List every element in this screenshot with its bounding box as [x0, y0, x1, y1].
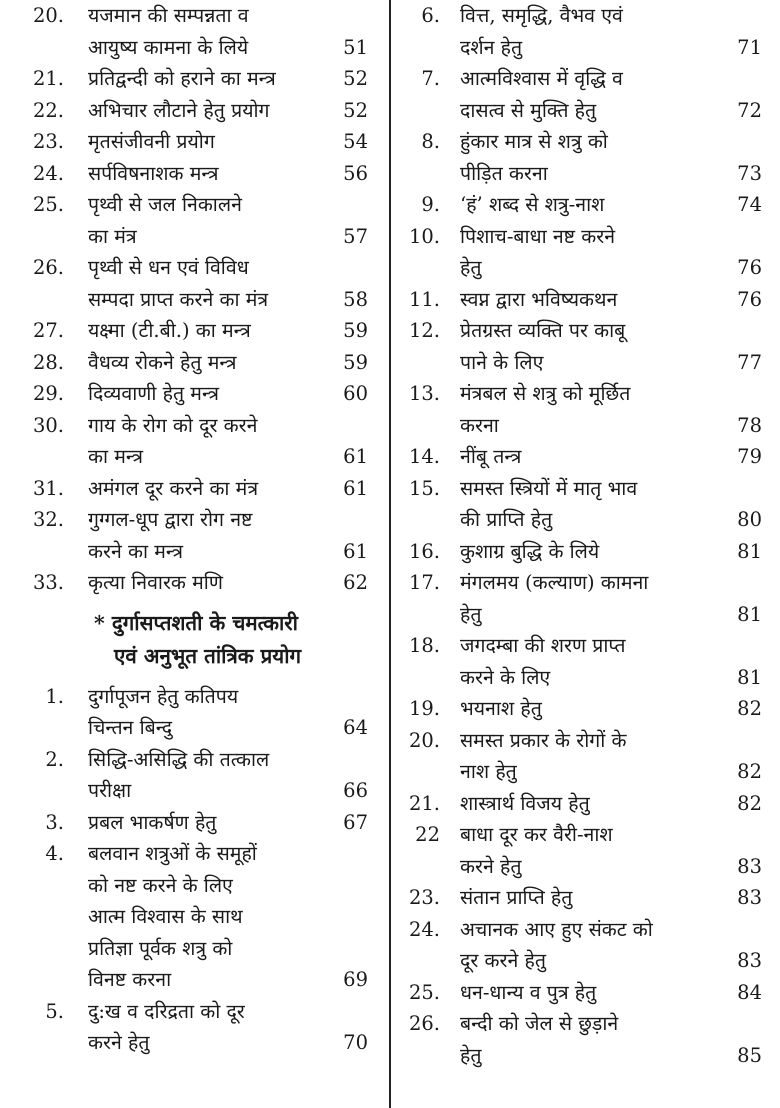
entry-text [460, 315, 774, 378]
page-number: 58 [343, 287, 368, 311]
entry-number: 5. [45, 999, 64, 1023]
entry-text [460, 126, 774, 189]
page-number: 82 [737, 760, 762, 783]
entry-line [88, 158, 376, 190]
page-number: 54 [343, 130, 368, 153]
entry-number: 19. [408, 697, 440, 720]
entry-line [88, 964, 376, 996]
entry-text [460, 693, 774, 725]
page-number: 61 [343, 476, 368, 500]
entry-text [88, 252, 376, 315]
entry-text [460, 630, 774, 693]
entry-line-text: प्रतिज्ञा पूर्वक शत्रु को [88, 936, 233, 960]
entry-line-text: स्वप्न द्वारा भविष्यकथन [460, 287, 618, 311]
toc-entry [0, 996, 384, 1059]
entry-text [460, 1008, 774, 1071]
toc-entry [0, 838, 384, 996]
entry-number: 3. [45, 810, 64, 834]
entry-line-text: आयुष्य कामना के लिये [88, 35, 249, 59]
toc-entry [398, 693, 780, 725]
page-number: 59 [343, 319, 368, 342]
entry-text [88, 158, 376, 190]
entry-line [460, 882, 774, 914]
toc-entry [0, 0, 384, 63]
entry-line-text: वैधव्य रोकने हेतु मन्त्र [88, 350, 237, 374]
entry-line [88, 347, 376, 379]
entry-line [460, 315, 774, 347]
page-number: 71 [737, 35, 762, 59]
entry-line [88, 63, 376, 95]
entry-text [88, 315, 376, 347]
entry-number: 32. [32, 508, 64, 531]
entry-line-text: हुंकार मात्र से शत्रु को [460, 130, 608, 153]
entry-text [460, 914, 774, 977]
entry-line-text: नींबू तन्त्र [460, 445, 522, 468]
entry-line-text: बलवान शत्रुओं के समूहों [88, 842, 257, 865]
section-heading-line1: * दुर्गासप्तशती के चमत्कारी [94, 610, 298, 635]
entry-line [88, 189, 376, 221]
entry-number: 24. [32, 161, 64, 185]
entry-line [460, 158, 774, 190]
entry-line [88, 284, 376, 316]
entry-number: 23. [408, 886, 440, 909]
toc-entry [0, 315, 384, 347]
entry-line [460, 284, 774, 316]
page-number: 62 [343, 571, 368, 594]
entry-line-text: वित्त, समृद्धि, वैभव एवं [460, 4, 623, 27]
entry-number: 9. [421, 193, 440, 216]
page-number: 82 [737, 791, 762, 815]
entry-line-text: यजमान की सम्पन्नता व [88, 4, 249, 27]
entry-line-text: करने हेतु [460, 854, 522, 878]
entry-number: 21. [408, 791, 440, 815]
entry-line-text: मंगलमय (कल्याण) कामना [460, 571, 649, 594]
entry-line-text: यक्ष्मा (टी.बी.) का मन्त्र [88, 319, 251, 342]
entry-line-text: मृतसंजीवनी प्रयोग [88, 130, 215, 153]
entry-line [88, 870, 376, 902]
entry-line-text: हेतु [460, 256, 482, 279]
toc-entry [398, 378, 780, 441]
toc-entry [0, 504, 384, 567]
entry-line-text: जगदम्बा की शरण प्राप्त [460, 634, 626, 657]
page-number: 76 [737, 256, 762, 279]
entry-line [460, 126, 774, 158]
entry-line-text: नाश हेतु [460, 760, 517, 783]
entry-number: 1. [45, 684, 64, 708]
entry-number: 26. [32, 256, 64, 279]
toc-entry [398, 473, 780, 536]
entry-line [460, 599, 774, 631]
entry-line [460, 977, 774, 1009]
toc-entry [0, 63, 384, 95]
toc-entry [398, 977, 780, 1009]
page-number: 61 [343, 539, 368, 563]
entry-line [88, 473, 376, 505]
toc-entry [0, 807, 384, 839]
entry-line [88, 744, 376, 776]
toc-entry [0, 158, 384, 190]
entry-line [88, 901, 376, 933]
page-number: 73 [737, 161, 762, 185]
entry-line [88, 126, 376, 158]
entry-text [460, 284, 774, 316]
toc-entry [0, 473, 384, 505]
page-number: 67 [343, 810, 368, 834]
page-number: 56 [343, 161, 368, 185]
entry-line [460, 693, 774, 725]
entry-line-text: आत्मविश्वास में वृद्धि व [460, 67, 623, 90]
entry-line [88, 378, 376, 410]
toc-entry [0, 347, 384, 379]
entry-number: 14. [408, 445, 440, 468]
entry-line [460, 756, 774, 788]
entry-line [460, 221, 774, 253]
page-number: 52 [343, 67, 368, 90]
entry-number: 8. [421, 130, 440, 153]
entry-text [460, 788, 774, 820]
entry-number: 15. [408, 476, 440, 500]
page-number: 81 [737, 539, 762, 563]
column-divider [389, 0, 391, 1108]
entry-line-text: हेतु [460, 602, 482, 626]
entry-line-text: का मंत्र [88, 224, 137, 248]
entry-line-text: समस्त प्रकार के रोगों के [460, 728, 627, 752]
entry-number: 30. [32, 413, 64, 437]
page-number: 82 [737, 697, 762, 720]
entry-number: 6. [421, 4, 440, 27]
page-number: 80 [737, 508, 762, 531]
toc-entry [398, 788, 780, 820]
page-number: 83 [737, 854, 762, 878]
page-number: 76 [737, 287, 762, 311]
entry-line-text: सम्पदा प्राप्त करने का मंत्र [88, 287, 269, 311]
entry-line [88, 567, 376, 599]
entry-line-text: पृथ्वी से धन एवं विविध [88, 256, 249, 279]
page-number: 69 [343, 968, 368, 991]
page-number: 77 [737, 350, 762, 374]
entry-line-text: पाने के लिए [460, 350, 544, 374]
entry-line-text: दु:ख व दरिद्रता को दूर [88, 999, 245, 1023]
entry-line [460, 441, 774, 473]
entry-line [460, 851, 774, 883]
entry-line-text: बन्दी को जेल से छुड़ाने [460, 1012, 619, 1035]
entry-text [460, 536, 774, 568]
entry-text [88, 744, 376, 807]
entry-line [460, 252, 774, 284]
entry-line [88, 681, 376, 713]
page-number: 84 [737, 980, 762, 1004]
toc-entry [398, 189, 780, 221]
toc-entry [0, 378, 384, 410]
entry-number: 18. [408, 634, 440, 657]
entry-text [460, 189, 774, 221]
entry-line [460, 189, 774, 221]
entry-number: 29. [32, 382, 64, 405]
entry-text [460, 473, 774, 536]
toc-entry [398, 630, 780, 693]
entry-line [460, 32, 774, 64]
entry-line [88, 441, 376, 473]
entry-number: 17. [408, 571, 440, 594]
entry-number: 20. [32, 4, 64, 27]
entry-line-text: दुर्गापूजन हेतु कतिपय [88, 684, 239, 708]
entry-text [88, 63, 376, 95]
entry-number: 24. [408, 917, 440, 941]
entry-line-text: की प्राप्ति हेतु [460, 508, 553, 531]
entry-number: 4. [45, 842, 64, 865]
entry-line-text: प्रेतग्रस्त व्यक्ति पर काबू [460, 319, 626, 342]
toc-entry [0, 95, 384, 127]
entry-line-text: अभिचार लौटाने हेतु प्रयोग [88, 98, 270, 122]
entry-text [88, 504, 376, 567]
entry-text [88, 567, 376, 599]
page-number: 51 [343, 35, 368, 59]
entry-text [460, 378, 774, 441]
entry-text [88, 807, 376, 839]
entry-text [460, 882, 774, 914]
entry-number: 23. [32, 130, 64, 153]
page-number: 79 [737, 445, 762, 468]
entry-line-text: अचानक आए हुए संकट को [460, 917, 653, 941]
entry-line [460, 662, 774, 694]
entry-text [88, 95, 376, 127]
entry-number: 31. [32, 476, 64, 500]
entry-line-text: कृत्या निवारक मणि [88, 571, 223, 594]
page-number: 64 [343, 716, 368, 739]
entry-line-text: हेतु [460, 1043, 482, 1067]
toc-entry [0, 410, 384, 473]
page-number: 59 [343, 350, 368, 374]
entry-number: 25. [32, 193, 64, 216]
entry-line-text: गाय के रोग को दूर करने [88, 413, 258, 437]
entry-line [88, 712, 376, 744]
section-heading-line2: एवं अनुभूत तांत्रिक प्रयोग [114, 643, 302, 668]
entry-line [460, 63, 774, 95]
entry-line-text: करने हेतु [88, 1031, 150, 1054]
entry-number: 33. [32, 571, 64, 594]
entry-line-text: परीक्षा [88, 779, 132, 802]
entry-text [88, 378, 376, 410]
entry-line [88, 221, 376, 253]
toc-right-column [398, 0, 780, 1071]
toc-entry [0, 189, 384, 252]
entry-number: 7. [421, 67, 440, 90]
entry-line [88, 807, 376, 839]
entry-line-text: बाधा दूर कर वैरी-नाश [460, 823, 613, 846]
page-number: 78 [737, 413, 762, 437]
entry-line [460, 725, 774, 757]
right-entries [398, 0, 780, 1071]
entry-number: 2. [45, 747, 64, 771]
entry-line [460, 1008, 774, 1040]
entry-line [88, 536, 376, 568]
entry-number: 22 [415, 823, 440, 846]
entry-line-text: प्रतिद्वन्दी को हराने का मन्त्र [88, 67, 276, 90]
entry-text [460, 441, 774, 473]
entry-line-text: विनष्ट करना [88, 968, 172, 991]
entry-line-text: समस्त स्त्रियों में मातृ भाव [460, 476, 638, 500]
entry-line-text: ‘हं’ शब्द से शत्रु-नाश [460, 193, 605, 216]
page-number: 66 [343, 779, 368, 802]
entry-line-text: का मन्त्र [88, 445, 143, 468]
entry-text [460, 819, 774, 882]
entry-line [460, 504, 774, 536]
page-number: 85 [737, 1043, 762, 1067]
entry-line [88, 315, 376, 347]
entry-text [460, 725, 774, 788]
entry-line [460, 914, 774, 946]
page-number: 72 [737, 98, 762, 122]
entry-line [460, 0, 774, 32]
entry-line-text: करना [460, 413, 499, 437]
page-number: 83 [737, 949, 762, 972]
entry-line-text: प्रबल भाकर्षण हेतु [88, 810, 217, 834]
entry-line [88, 996, 376, 1028]
entry-line [460, 567, 774, 599]
toc-entry [398, 882, 780, 914]
entry-number: 28. [32, 350, 64, 374]
entry-line [88, 775, 376, 807]
toc-entry [398, 441, 780, 473]
entry-text [88, 681, 376, 744]
entry-number: 16. [408, 539, 440, 563]
entry-text [460, 0, 774, 63]
entry-line-text: संतान प्राप्ति हेतु [460, 886, 573, 909]
entry-line-text: धन-धान्य व पुत्र हेतु [460, 980, 597, 1004]
toc-entry [398, 1008, 780, 1071]
entry-line [460, 378, 774, 410]
entry-line [88, 410, 376, 442]
entry-line-text: आत्म विश्वास के साथ [88, 905, 243, 928]
toc-entry [0, 567, 384, 599]
entry-line [88, 838, 376, 870]
entry-text [88, 347, 376, 379]
entry-line-text: सर्पविषनाशक मन्त्र [88, 161, 219, 185]
entry-text [88, 189, 376, 252]
page-number: 61 [343, 445, 368, 468]
entry-text [460, 567, 774, 630]
entry-line [88, 95, 376, 127]
toc-entry [0, 681, 384, 744]
entry-text [460, 221, 774, 284]
entry-line-text: पृथ्वी से जल निकालने [88, 193, 242, 216]
entry-number: 13. [408, 382, 440, 405]
entry-line-text: पीड़ित करना [460, 161, 548, 185]
toc-entry [398, 536, 780, 568]
entry-text [460, 977, 774, 1009]
entry-line-text: को नष्ट करने के लिए [88, 873, 233, 897]
entry-text [460, 63, 774, 126]
toc-entry [398, 914, 780, 977]
entry-number: 22. [32, 98, 64, 122]
left-entries-before [0, 0, 384, 599]
entry-line-text: अमंगल दूर करने का मंत्र [88, 476, 259, 500]
toc-entry [0, 744, 384, 807]
entry-line-text: करने के लिए [460, 665, 551, 689]
entry-line [460, 473, 774, 505]
entry-line [460, 347, 774, 379]
entry-line [460, 536, 774, 568]
entry-text [88, 126, 376, 158]
toc-entry [398, 0, 780, 63]
entry-line-text: भयनाश हेतु [460, 697, 542, 720]
entry-line [460, 945, 774, 977]
page-number: 60 [343, 382, 368, 405]
entry-number: 20. [408, 728, 440, 752]
entry-line-text: दर्शन हेतु [460, 35, 523, 59]
entry-line [88, 1027, 376, 1059]
entry-line [88, 504, 376, 536]
entry-line [460, 630, 774, 662]
entry-number: 10. [408, 224, 440, 248]
entry-line [460, 819, 774, 851]
page-number: 81 [737, 602, 762, 626]
entry-line [88, 252, 376, 284]
entry-line [460, 788, 774, 820]
page-number: 57 [343, 224, 368, 248]
entry-number: 26. [408, 1012, 440, 1035]
entry-line-text: मंत्रबल से शत्रु को मूर्छित [460, 382, 631, 405]
toc-entry [0, 126, 384, 158]
entry-line-text: सिद्धि-असिद्धि की तत्काल [88, 747, 270, 771]
entry-line [460, 1040, 774, 1072]
toc-entry [398, 725, 780, 788]
entry-text [88, 0, 376, 63]
toc-entry [398, 567, 780, 630]
entry-text [88, 996, 376, 1059]
entry-line-text: करने का मन्त्र [88, 539, 183, 563]
toc-entry [0, 252, 384, 315]
toc-left-column [0, 0, 384, 1059]
toc-entry [398, 126, 780, 189]
entry-number: 27. [32, 319, 64, 342]
page-number: 83 [737, 886, 762, 909]
entry-line-text: पिशाच-बाधा नष्ट करने [460, 224, 616, 248]
toc-entry [398, 63, 780, 126]
entry-text [88, 473, 376, 505]
entry-text [88, 410, 376, 473]
toc-entry [398, 284, 780, 316]
entry-line [88, 933, 376, 965]
entry-line-text: दासत्व से मुक्ति हेतु [460, 98, 597, 122]
section-heading [0, 607, 384, 673]
toc-entry [398, 221, 780, 284]
page-number: 52 [343, 98, 368, 122]
entry-number: 21. [32, 67, 64, 90]
page-number: 70 [343, 1031, 368, 1054]
toc-entry [398, 819, 780, 882]
entry-line [88, 32, 376, 64]
entry-number: 11. [408, 287, 440, 311]
entry-line-text: दिव्यवाणी हेतु मन्त्र [88, 382, 220, 405]
toc-entry [398, 315, 780, 378]
entry-line-text: शास्त्रार्थ विजय हेतु [460, 791, 590, 815]
left-entries-after [0, 681, 384, 1059]
entry-line-text: दूर करने हेतु [460, 949, 546, 972]
entry-line [460, 95, 774, 127]
entry-text [88, 838, 376, 996]
entry-line [460, 410, 774, 442]
entry-line-text: चिन्तन बिन्दु [88, 716, 173, 739]
entry-number: 12. [408, 319, 440, 342]
entry-line-text: कुशाग्र बुद्धि के लिये [460, 539, 600, 563]
page-number: 81 [737, 665, 762, 689]
entry-line-text: गुग्गल-धूप द्वारा रोग नष्ट [88, 508, 253, 531]
entry-number: 25. [408, 980, 440, 1004]
entry-line [88, 0, 376, 32]
page-number: 74 [737, 193, 762, 216]
